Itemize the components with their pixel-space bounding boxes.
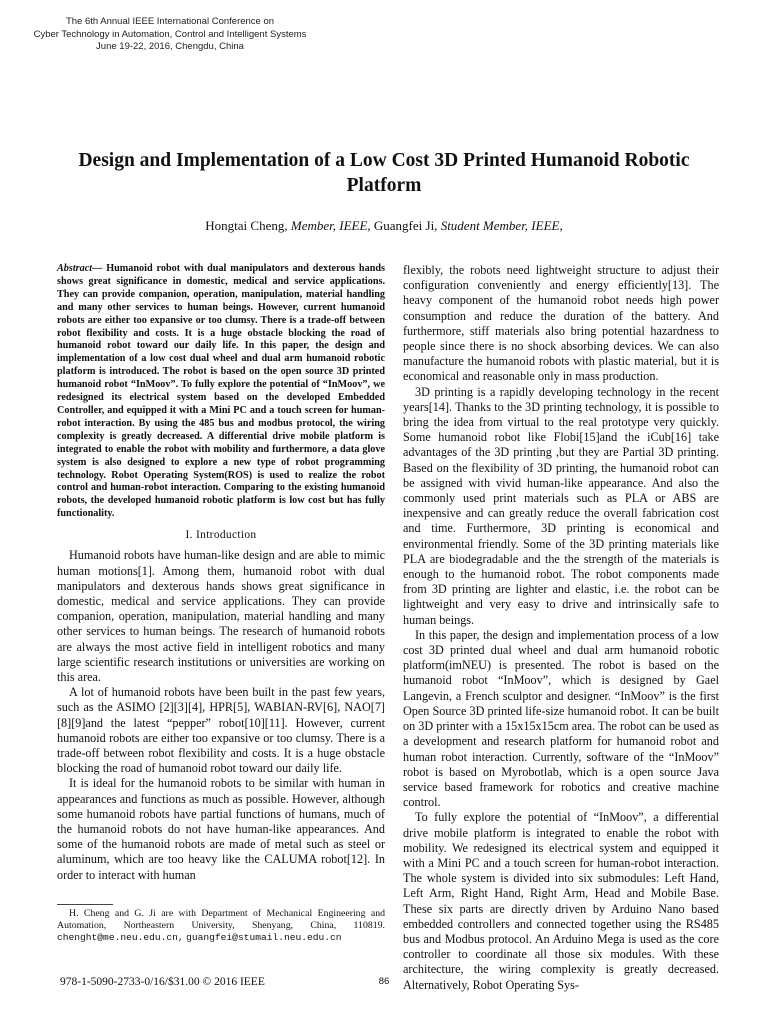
email-link-1[interactable]: chenght@me.neu.edu.cn, [57, 932, 184, 943]
page-number: 86 [378, 976, 390, 987]
abstract [57, 263, 385, 521]
paper-title: Design and Implementation of a Low Cost 3D Printed Humanoid Robotic Platform [78, 150, 690, 196]
author-2-membership: Student Member, IEEE, [440, 218, 563, 233]
right-paragraph-4: To fully explore the potential of “InMoov”, a differential drive mobile platform is integrated to enable the robot with mobility. We redesigned its electrical system and equipped it with a Mini PC and a touch screen for human-robot interaction. The whole system is divided into six submodules: Left Hand, Left Arm, Right Hand, Right Arm, Head and Mobile Base. These six parts are directly driven by Arduino Nano based embedded controllers and connected together using the RS485 bus and Modbus protocol. An Arduino Mega is used as the core controller to coordinate all those six modules. With these architecture, the wiring complexity is greatly decreased. Alternatively, Robot Operating Sys- [403, 810, 719, 992]
conference-header [0, 16, 340, 54]
author-2-name: Guangfei Ji, [373, 218, 438, 233]
intro-paragraph-1: Humanoid robots have human-like design and are able to mimic human motions[1]. Among them, humanoid robot with dual manipulators and dexterous hands shows great significance in domestic, medical and service applications. They can provide companion, operation, manipulation, material handling and many other services to human beings. The research of humanoid robots are always the most active field in intelligent robotics and many large scientific research institutions or universities are working on this area. [57, 548, 385, 684]
conference-line-3: June 19-22, 2016, Chengdu, China [96, 41, 244, 53]
left-column [57, 263, 385, 883]
author-1-name: Hongtai Cheng, [205, 218, 288, 233]
author-footnote [57, 908, 385, 944]
author-line [40, 218, 728, 234]
abstract-label: Abstract [57, 263, 93, 274]
abstract-text: — Humanoid robot with dual manipulators and dexterous hands shows great significance in domestic, medical and service applications. They can provide companion, operation, manipulation, material handling and many other services to human beings. However, current humanoid robots are either too expansive or too clumsy. There is a trade-off between robot flexibility and costs. It is a huge obstacle blocking the road of humanoid robot toward our daily life. In this paper, the design and implementation of a low cost dual wheel and dual arm humanoid robotic platform is introduced. The robot is based on the open source 3D printed humanoid robot “InMoov”. To fully explore the potential of “InMoov”, we redesigned its electrical system based on the developed Embedded Controller, and equipped it with a Mini PC and a touch screen for human-robot interaction. By using the 485 bus and modbus protocol, the wiring complexity is greatly decreased. A differential drive mobile platform is integrated to enable the robot with mobility and furthermore, a data glove system is also designed to explore a new type of robot programming technology. Robot Operating System(ROS) is used to realize the robot control and human-robot interaction. Comparing to the existing humanoid robots, the developed humanoid robotic platform is low cost but has fully functionality. [57, 263, 385, 520]
conference-line-2: Cyber Technology in Automation, Control and Intelligent Systems [33, 28, 307, 40]
conference-line-1: The 6th Annual IEEE International Conference on [65, 16, 275, 27]
section-heading-introduction: I. Introduction [185, 529, 257, 542]
right-paragraph-3: In this paper, the design and implementation process of a low cost 3D printed dual wheel and dual arm humanoid robotic platform(imNEU) is presented. The robot is based on the humanoid robot “InMoov”, which is designed by Gael Langevin, a French sculptor and designer. “InMoov” is the first Open Source 3D printed life-size humanoid robot. It can be built on 3D printer with a 15x15x15cm area. The robot can be used as a development and research platform for humanoid robot and human robot interaction. Currently, software of the “InMoov” robot is based on Myrobotlab, which is a open source Java service based framework for robotics and creative machine control. [403, 627, 719, 810]
footnote-text: H. Cheng and G. Ji are with Department of Mechanical Engineering and Automation, Northeastern University, Shenyang, China, 110819. [57, 908, 385, 931]
right-column [403, 263, 719, 993]
email-link-2[interactable]: guangfei@stumail.neu.edu.cn [186, 932, 342, 943]
intro-paragraph-2: A lot of humanoid robots have been built in the past few years, such as the ASIMO [2][3][4], HPR[5], WABIAN-RV[6], NAO[7][8][9]and the latest “pepper” robot[10][11]. However, current humanoid robots are either too expansive or too clumsy. There is a trade-off between robot flexibility and costs. It is a huge obstacle blocking the road of humanoid robot toward our daily life. [57, 685, 385, 776]
right-paragraph-1: flexibly, the robots need lightweight structure to adjust their configuration conveniently and energy efficiently[13]. The heavy component of the humanoid robot needs high power consumption and reduce the duration of the battery. And furthermore, stiff materials also bring potential hazardness to people since there is no shock absorbing devices. We can also manufacture the humanoid robots with plastic material, but it is economical and reasonable only in mass production. [403, 263, 719, 384]
author-1-membership: Member, IEEE, [290, 218, 371, 233]
footnote-divider [57, 904, 113, 905]
intro-paragraph-3: It is ideal for the humanoid robots to be similar with human in appearances and functions as much as possible. However, although some humanoid robots have partial functions of humans, much of the humanoid robots do not have human-like appearances. And some of the humanoid robots are made of metal such as steel or aluminum, which are too heavy like the CALUMA robot[12]. In order to interact with human [57, 776, 385, 882]
copyright-isbn: 978-1-5090-2733-0/16/$31.00 © 2016 IEEE [60, 976, 265, 988]
right-paragraph-2: 3D printing is a rapidly developing technology in the recent years[14]. Thanks to the 3D printing technology, it is possible to bring the idea from virtual to the real prototype very quickly. Some humanoid robot like Flobi[15]and the iCub[16] take advantages of the 3D printing ,but they are Partial 3D printing. Based on the flexibility of 3D printing, the humanoid robot can be assigned with vivid human-like appearance. And also the commonly used print materials such as PLA or ABS are inexpensive and can greatly reduce the overall fabrication cost and time. Furthermore, 3D printing is economical and environmental friendly. Some of the 3D printing materials like PLA are biodegradable and the the strength of the materials is enough to the humanoid robot. The robot components made from 3D printing are lighter and elastic, i.e. the robot can be lightweight and very easy to drive and intrinsically safe to human beings. [403, 384, 719, 627]
